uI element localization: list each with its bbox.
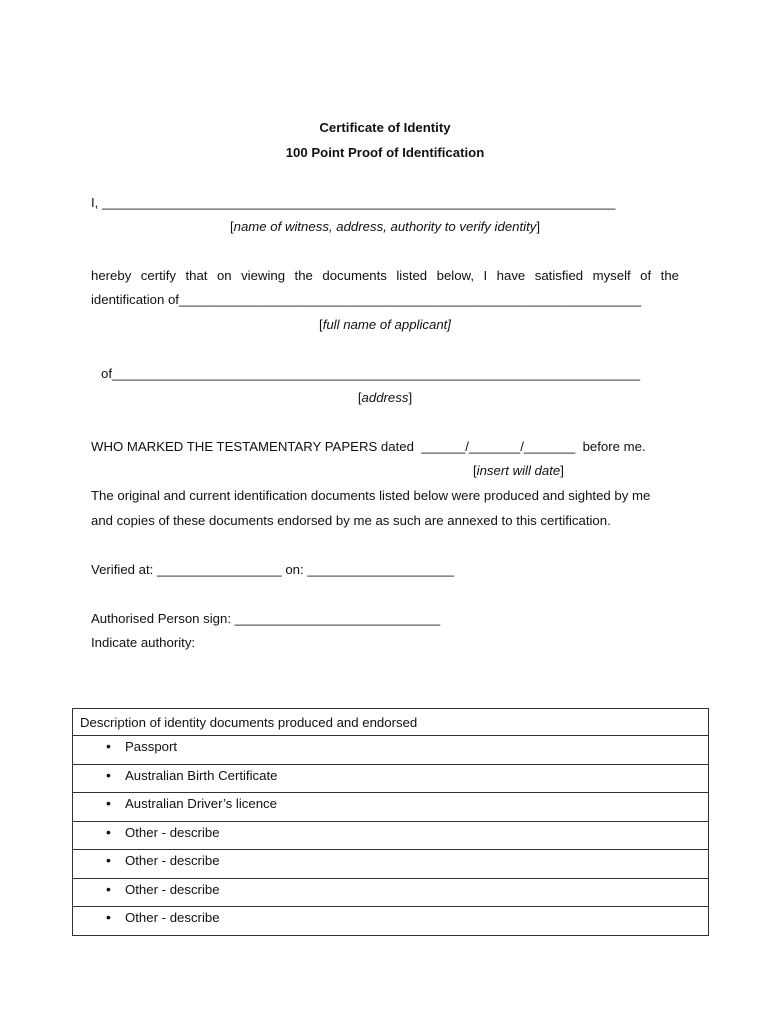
table-header-row [73,709,709,736]
identity-documents-table [72,708,709,936]
bullet-icon: • [106,823,111,840]
statement-line-2: and copies of these documents endorsed by me as such are annexed to this certification. [91,513,611,528]
document-item: Other - describe [125,881,220,897]
bullet-icon: • [106,880,111,897]
will-date-hint: [insert will date] [473,463,564,478]
document-title: Certificate of Identity [319,120,451,135]
witness-hint: [name of witness, address, authority to verify identity] [229,219,541,234]
bullet-icon: • [106,766,111,783]
document-item: Australian Driver’s licence [125,796,277,811]
table-row [73,878,709,907]
table-row [73,793,709,822]
table-header-cell: Description of identity documents produced and endorsed [73,709,709,736]
bullet-icon: • [106,795,111,811]
indicate-authority-label: Indicate authority: [91,635,196,650]
bullet-icon: • [106,852,111,868]
witness-name-field[interactable]: I, ______________________________________________________________________ [91,195,616,210]
applicant-hint: [full name of applicant] [319,317,451,332]
document-item: Passport [125,739,178,754]
verified-at-field[interactable]: Verified at: _________________ on: ____________________ [91,562,455,577]
table-row [73,764,709,793]
table-row [73,850,709,879]
address-field[interactable]: of________________________________________________________________________ [101,366,641,381]
authorised-sign-field[interactable]: Authorised Person sign: ____________________________ [91,611,441,626]
table-row [73,907,709,936]
testamentary-date-field[interactable]: WHO MARKED THE TESTAMENTARY PAPERS dated ______/_______/_______ before me. [91,439,646,454]
table-row [73,736,709,765]
document-item: Other - describe [125,910,220,925]
applicant-name-field[interactable]: identification of_______________________________________________________________ [91,292,642,307]
document-subtitle: 100 Point Proof of Identification [285,145,485,160]
document-item: Australian Birth Certificate [125,767,278,783]
statement-line-1: The original and current identification documents listed below were produced and sighted by me [91,488,651,503]
address-hint: [address] [357,390,413,405]
bullet-icon: • [106,738,111,754]
certify-text: hereby certify that on viewing the documents listed below, I have satisfied myself of the [91,268,679,283]
document-item: Other - describe [125,853,220,868]
document-item: Other - describe [125,824,220,840]
bullet-icon: • [106,909,111,925]
table-row [73,821,709,850]
